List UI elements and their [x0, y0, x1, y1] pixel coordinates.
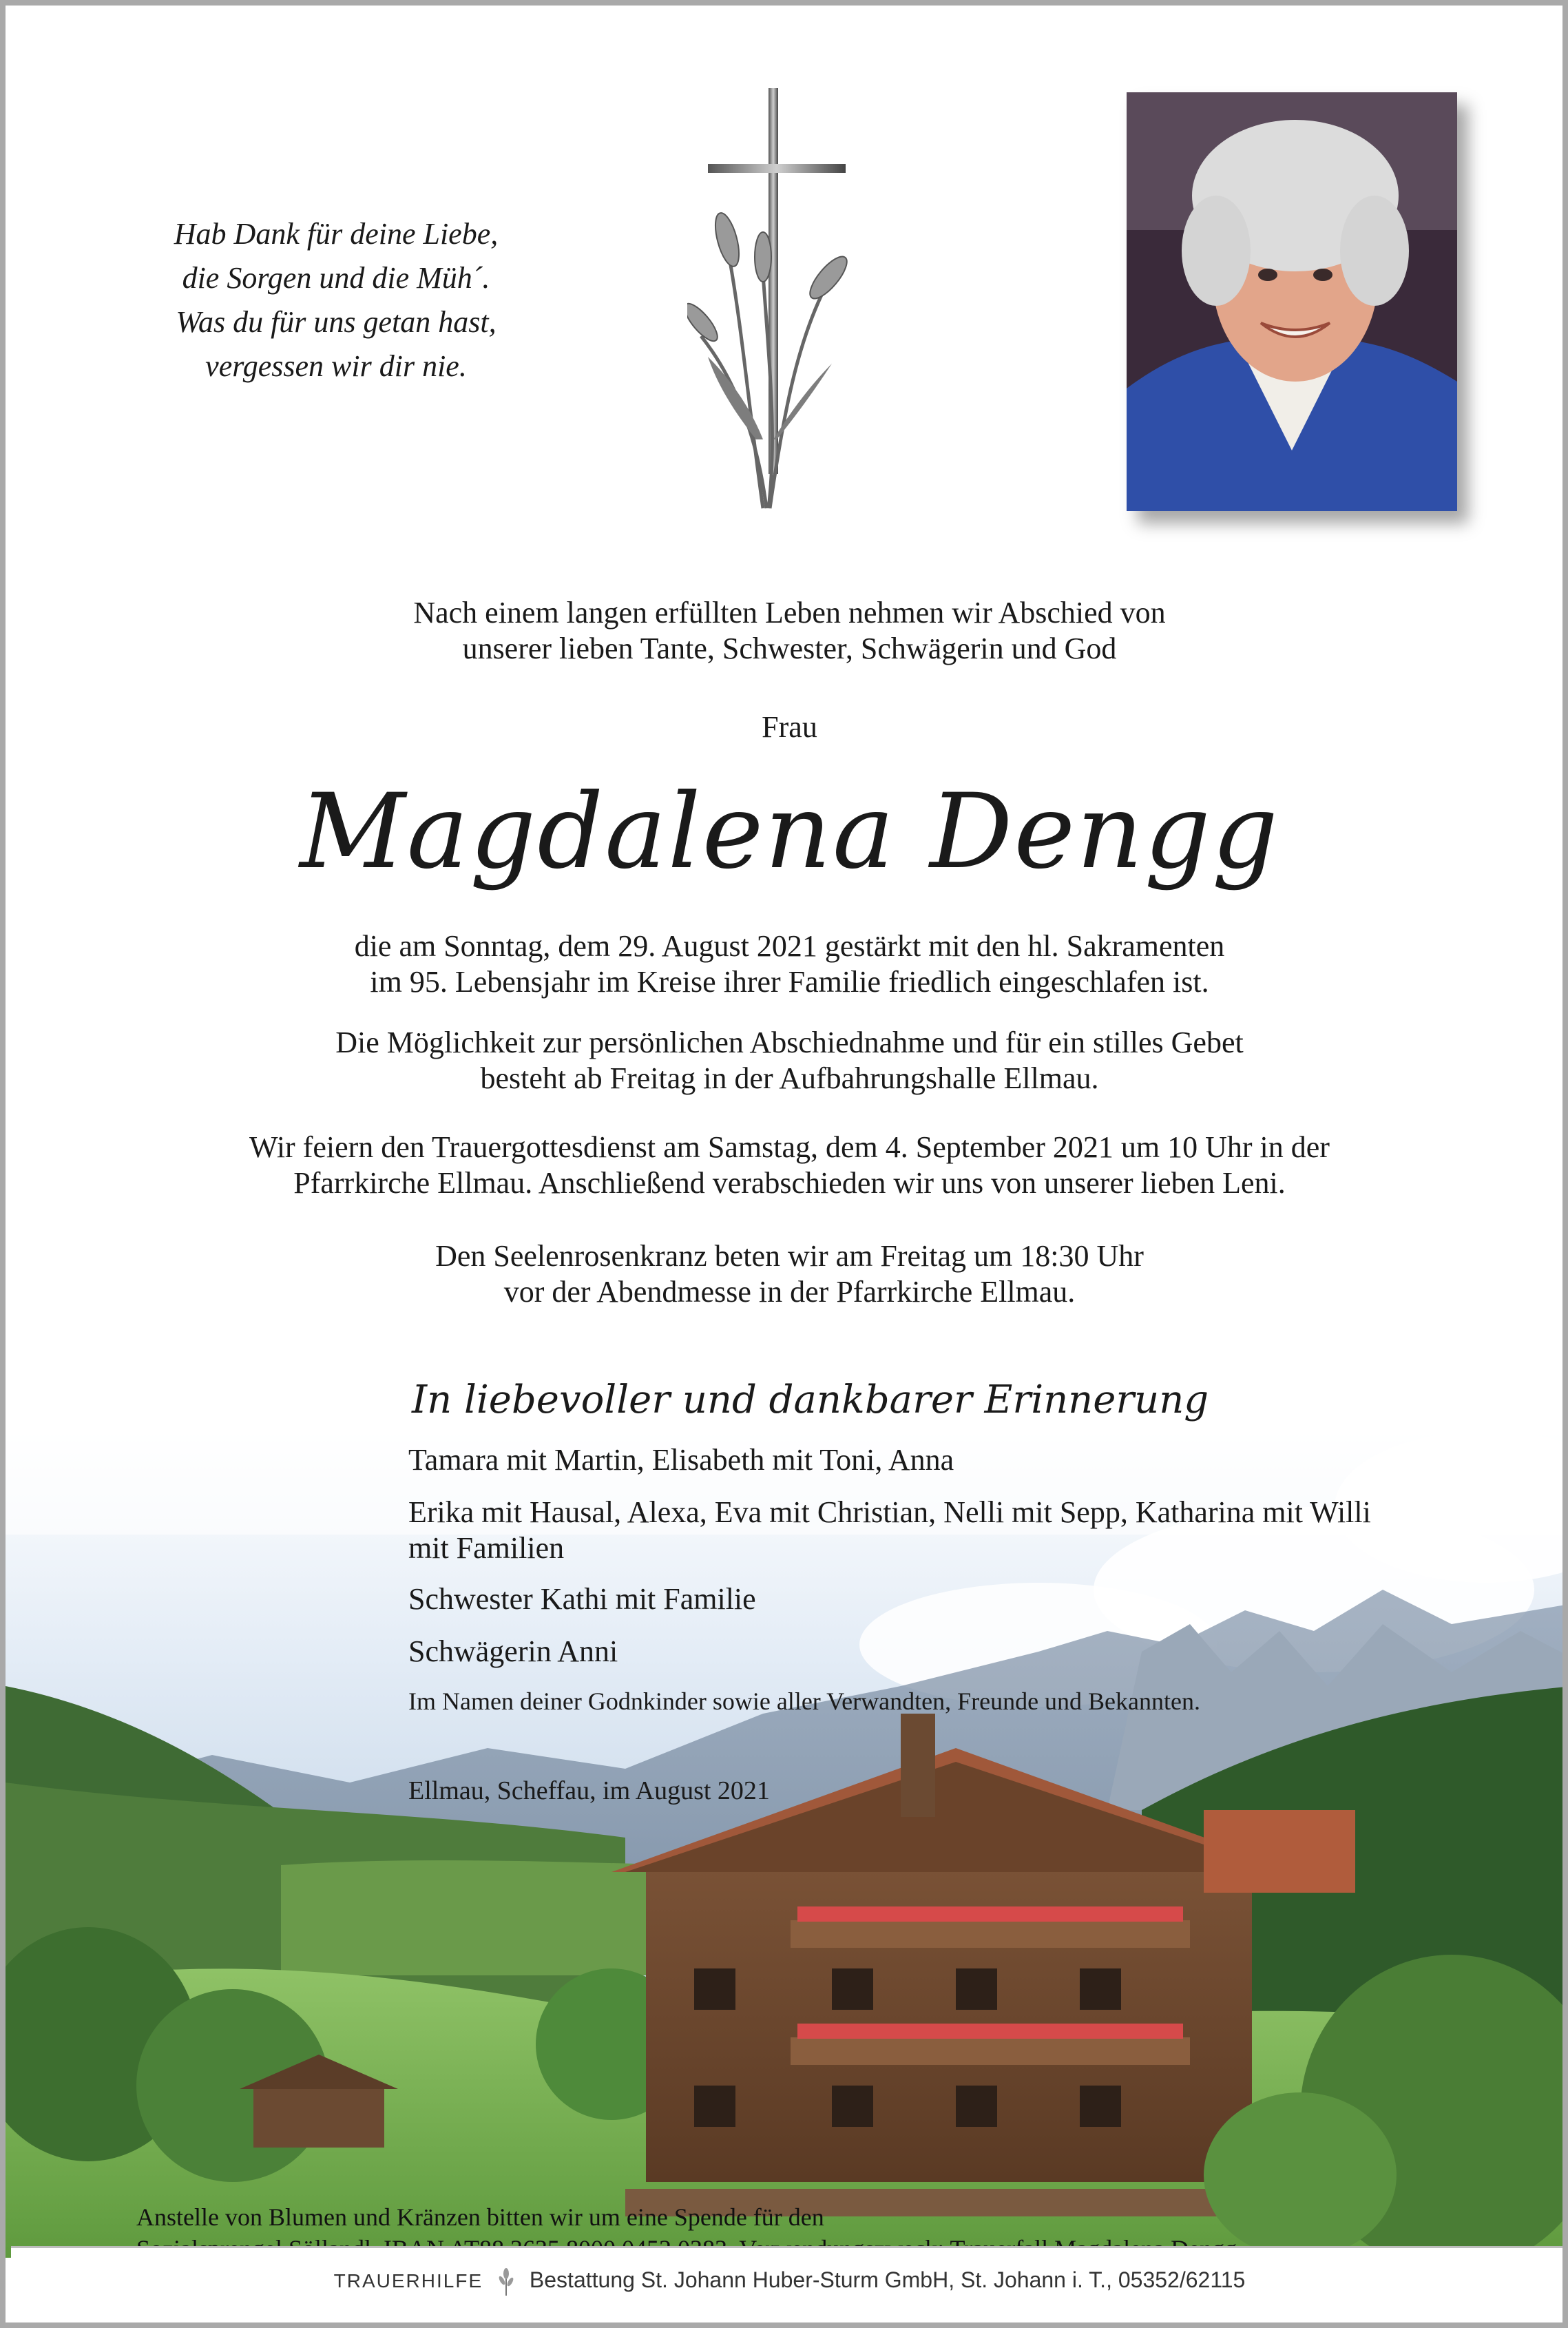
intro-line: Nach einem langen erfüllten Leben nehmen wir Abschied von [413, 596, 1166, 630]
salutation: Frau [762, 710, 817, 744]
service-line: Pfarrkirche Ellmau. Anschließend verabschieden wir uns von unserer lieben Leni. [293, 1166, 1286, 1200]
service-line: Wir feiern den Trauergottesdienst am Samstag, dem 4. September 2021 um 10 Uhr in der [249, 1130, 1330, 1164]
portrait-photo [1127, 92, 1457, 511]
mourner-line: mit Familien [408, 1531, 565, 1565]
death-line: im 95. Lebensjahr im Kreise ihrer Familie friedlich eingeschlafen ist. [370, 965, 1209, 999]
verse-line: die Sorgen und die Müh´. [182, 261, 490, 295]
farewell-info [6, 1025, 1568, 1097]
place-date: Ellmau, Scheffau, im August 2021 [408, 1776, 770, 1805]
farewell-line: besteht ab Freitag in der Aufbahrungshalle Ellmau. [480, 1061, 1099, 1095]
footer-brand: TRAUERHILFE [333, 2270, 483, 2291]
verse-line: Was du für uns getan hast, [176, 305, 496, 339]
mourner-line: Tamara mit Martin, Elisabeth mit Toni, Anna [408, 1443, 954, 1477]
rosary-line: vor der Abendmesse in der Pfarrkirche Ellmau. [503, 1275, 1076, 1309]
funeral-service-info [6, 1130, 1568, 1201]
footer [11, 2246, 1568, 2317]
intro-line: unserer lieben Tante, Schwester, Schwägerin und God [462, 632, 1117, 665]
death-line: die am Sonntag, dem 29. August 2021 gestärkt mit den hl. Sakramenten [354, 929, 1225, 963]
mourner-line: Erika mit Hausal, Alexa, Eva mit Christian, Nelli mit Sepp, Katharina mit Willi [408, 1495, 1371, 1529]
verse-line: vergessen wir dir nie. [205, 349, 467, 383]
farewell-line: Die Möglichkeit zur persönlichen Abschiednahme und für ein stilles Gebet [335, 1026, 1244, 1059]
mourner-line: Schwägerin Anni [408, 1634, 618, 1668]
rosary-line: Den Seelenrosenkranz beten wir am Freitag um 18:30 Uhr [435, 1239, 1144, 1273]
rosary-info [6, 1238, 1568, 1310]
verse-line: Hab Dank für deine Liebe, [174, 217, 499, 251]
footer-company: Bestattung St. Johann Huber-Sturm GmbH, St. Johann i. T., 05352/62115 [529, 2267, 1246, 2292]
deceased-name: Magdalena Dengg [300, 772, 1279, 892]
wheat-sprig-icon [496, 2268, 516, 2296]
cross-with-wheat-icon [687, 81, 866, 522]
death-announcement [6, 928, 1568, 1000]
memorial-verse [129, 212, 543, 388]
donation-line: Anstelle von Blumen und Kränzen bitten wir um eine Spende für den [136, 2203, 824, 2231]
intro-text [6, 595, 1568, 667]
footer-text [11, 2267, 1568, 2296]
mourner-line: Schwester Kathi mit Familie [408, 1582, 756, 1616]
mourner-line: Im Namen deiner Godnkinder sowie aller Verwandten, Freunde und Bekannten. [408, 1687, 1200, 1715]
remembrance-heading: In liebevoller und dankbarer Erinnerung [412, 1378, 1209, 1422]
